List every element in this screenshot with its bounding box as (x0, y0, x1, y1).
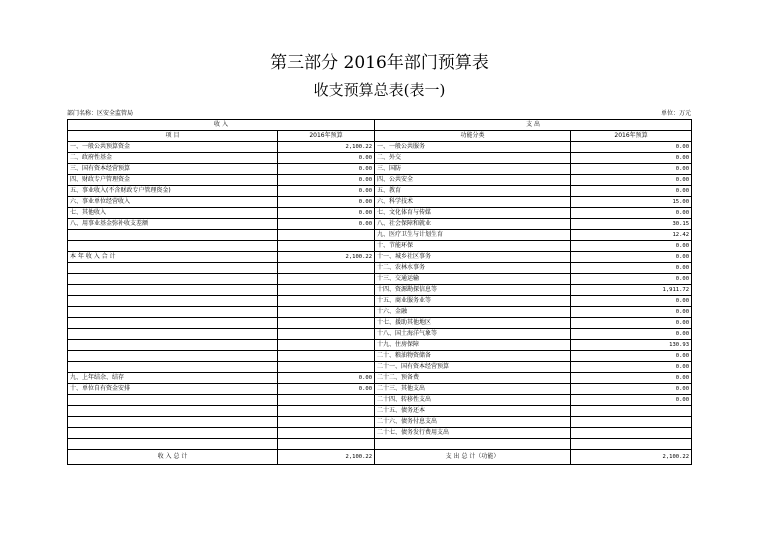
expense-budget-cell (571, 439, 692, 450)
expense-budget-cell: 0.00 (571, 307, 692, 318)
table-row (68, 395, 692, 406)
income-item-cell (68, 241, 278, 252)
unit-label: 单位：万元 (660, 110, 691, 117)
income-total-value: 2,100.22 (278, 450, 375, 465)
expense-header: 支 出 (375, 120, 692, 131)
income-budget-cell: 0.00 (278, 153, 375, 164)
income-item-cell (68, 230, 278, 241)
income-item-cell (68, 296, 278, 307)
expense-function-cell: 七、文化体育与传媒 (375, 208, 571, 219)
expense-function-cell: 二十七、债务发行费用支出 (375, 428, 571, 439)
expense-budget-cell: 0.00 (571, 263, 692, 274)
table-row (68, 439, 692, 450)
table-row (68, 153, 692, 164)
income-item-cell (68, 406, 278, 417)
income-budget-cell (278, 285, 375, 296)
income-item-cell (68, 285, 278, 296)
expense-budget-cell: 0.00 (571, 208, 692, 219)
expense-budget-cell: 0.00 (571, 241, 692, 252)
budget-summary-table (67, 119, 692, 465)
income-item-cell (68, 439, 278, 450)
income-budget-cell: 0.00 (278, 219, 375, 230)
expense-budget-cell (571, 417, 692, 428)
income-item-cell (68, 351, 278, 362)
expense-budget-cell: 12.42 (571, 230, 692, 241)
income-item-cell: 七、其他收入 (68, 208, 278, 219)
expense-function-cell: 十五、商业服务业等 (375, 296, 571, 307)
expense-budget-cell: 0.00 (571, 329, 692, 340)
expense-function-cell: 二十二、预备费 (375, 373, 571, 384)
table-row (68, 241, 692, 252)
function-header: 功能分类 (375, 131, 571, 142)
income-budget-cell: 0.00 (278, 208, 375, 219)
expense-total-value: 2,100.22 (571, 450, 692, 465)
expense-budget-cell: 0.00 (571, 362, 692, 373)
income-item-cell: 十、单位自有资金安排 (68, 384, 278, 395)
income-item-cell: 四、财政专户管理资金 (68, 175, 278, 186)
income-budget-cell: 2,100.22 (278, 252, 375, 263)
income-budget-cell (278, 274, 375, 285)
expense-function-cell: 二十四、转移性支出 (375, 395, 571, 406)
income-budget-cell (278, 340, 375, 351)
expense-function-cell: 十九、住房保障 (375, 340, 571, 351)
table-row (68, 186, 692, 197)
expense-function-cell (375, 439, 571, 450)
income-item-cell (68, 263, 278, 274)
income-budget-cell: 0.00 (278, 175, 375, 186)
income-item-cell (68, 340, 278, 351)
expense-budget-cell: 0.00 (571, 351, 692, 362)
expense-budget-cell (571, 406, 692, 417)
income-header: 收 入 (68, 120, 375, 131)
income-budget-cell: 2,100.22 (278, 142, 375, 153)
expense-function-cell: 十六、金融 (375, 307, 571, 318)
income-item-cell: 二、政府性基金 (68, 153, 278, 164)
income-budget-cell (278, 428, 375, 439)
table-row (68, 318, 692, 329)
income-item-cell: 五、事业收入(不含财政专户管理资金) (68, 186, 278, 197)
income-budget-cell (278, 230, 375, 241)
income-item-cell: 八、用事业基金弥补收支差额 (68, 219, 278, 230)
income-item-cell: 三、国有资本经营预算 (68, 164, 278, 175)
table-row (68, 252, 692, 263)
table-row (68, 384, 692, 395)
expense-budget-cell: 0.00 (571, 186, 692, 197)
expense-function-cell: 十四、资源勘探信息等 (375, 285, 571, 296)
expense-function-cell: 四、公共安全 (375, 175, 571, 186)
income-item-cell (68, 274, 278, 285)
income-budget-cell (278, 417, 375, 428)
table-row (68, 197, 692, 208)
income-item-cell (68, 329, 278, 340)
income-budget-cell (278, 241, 375, 252)
income-item-cell: 六、事业单位经营收入 (68, 197, 278, 208)
expense-function-cell: 六、科学技术 (375, 197, 571, 208)
income-budget-cell (278, 296, 375, 307)
table-row (68, 208, 692, 219)
table-row (68, 230, 692, 241)
expense-function-cell: 十一、城乡社区事务 (375, 252, 571, 263)
expense-budget-cell: 130.93 (571, 340, 692, 351)
expense-function-cell: 十、节能环保 (375, 241, 571, 252)
expense-budget-cell: 15.00 (571, 197, 692, 208)
income-budget-cell (278, 351, 375, 362)
table-row (68, 373, 692, 384)
income-item-cell (68, 307, 278, 318)
expense-function-cell: 二十五、债务还本 (375, 406, 571, 417)
table-row (68, 340, 692, 351)
income-budget-cell: 0.00 (278, 373, 375, 384)
table-row (68, 417, 692, 428)
income-item-cell: 一、一般公共预算资金 (68, 142, 278, 153)
table-row (68, 428, 692, 439)
expense-function-cell: 二、外交 (375, 153, 571, 164)
document-title: 第三部分 2016年部门预算表 (270, 53, 489, 73)
expense-budget-cell: 0.00 (571, 373, 692, 384)
expense-function-cell: 五、教育 (375, 186, 571, 197)
table-title: 收支预算总表(表一) (313, 81, 446, 99)
expense-function-cell: 二十六、债务付息支出 (375, 417, 571, 428)
budget-header: 2016年预算 (278, 131, 375, 142)
expense-budget-cell: 0.00 (571, 395, 692, 406)
income-budget-cell: 0.00 (278, 186, 375, 197)
expense-function-cell: 十八、国土海洋气象等 (375, 329, 571, 340)
income-budget-cell (278, 362, 375, 373)
expense-total-label: 支 出 总 计（功能） (375, 450, 571, 465)
income-item-cell (68, 362, 278, 373)
income-budget-cell: 0.00 (278, 197, 375, 208)
income-item-cell: 九、上年结余、结存 (68, 373, 278, 384)
expense-budget-cell (571, 428, 692, 439)
expense-budget-cell: 0.00 (571, 318, 692, 329)
table-row (68, 307, 692, 318)
income-budget-cell (278, 329, 375, 340)
income-item-cell (68, 417, 278, 428)
expense-budget-cell: 0.00 (571, 175, 692, 186)
table-row (68, 219, 692, 230)
table-row (68, 285, 692, 296)
expense-budget-cell: 0.00 (571, 274, 692, 285)
table-row (68, 329, 692, 340)
grand-total-row (68, 450, 692, 465)
income-budget-cell (278, 395, 375, 406)
income-budget-cell (278, 307, 375, 318)
table-row (68, 263, 692, 274)
expense-function-cell: 三、国防 (375, 164, 571, 175)
expense-budget-cell: 0.00 (571, 164, 692, 175)
expense-function-cell: 二十一、国有资本经营预算 (375, 362, 571, 373)
column-header-row (68, 131, 692, 142)
expense-budget-cell: 0.00 (571, 153, 692, 164)
expense-budget-cell: 1,911.72 (571, 285, 692, 296)
expense-budget-cell: 0.00 (571, 142, 692, 153)
income-total-label: 收 入 总 计 (68, 450, 278, 465)
table-row (68, 351, 692, 362)
expense-budget-cell: 30.15 (571, 219, 692, 230)
table-row (68, 362, 692, 373)
income-item-cell (68, 395, 278, 406)
table-row (68, 406, 692, 417)
income-budget-cell (278, 263, 375, 274)
expense-function-cell: 十七、援助其他地区 (375, 318, 571, 329)
income-budget-cell: 0.00 (278, 384, 375, 395)
expense-function-cell: 一、一般公共服务 (375, 142, 571, 153)
expense-function-cell: 二十三、其他支出 (375, 384, 571, 395)
expense-budget-cell: 0.00 (571, 296, 692, 307)
expense-function-cell: 二十、粮油物资储备 (375, 351, 571, 362)
expense-function-cell: 八、社会保障和就业 (375, 219, 571, 230)
budget-header-2: 2016年预算 (571, 131, 692, 142)
income-budget-cell (278, 439, 375, 450)
expense-function-cell: 十二、农林水事务 (375, 263, 571, 274)
department-name: 部门名称：区安全监管局 (67, 110, 134, 117)
table-row (68, 164, 692, 175)
income-item-cell: 本 年 收 入 合 计 (68, 252, 278, 263)
income-item-cell (68, 428, 278, 439)
table-row (68, 175, 692, 186)
expense-function-cell: 九、医疗卫生与计划生育 (375, 230, 571, 241)
income-budget-cell (278, 318, 375, 329)
table-row (68, 274, 692, 285)
expense-budget-cell: 0.00 (571, 252, 692, 263)
table-row (68, 296, 692, 307)
income-budget-cell (278, 406, 375, 417)
expense-function-cell: 十三、交通运输 (375, 274, 571, 285)
income-budget-cell: 0.00 (278, 164, 375, 175)
section-header-row (68, 120, 692, 131)
item-header: 项 目 (68, 131, 278, 142)
expense-budget-cell: 0.00 (571, 384, 692, 395)
income-item-cell (68, 318, 278, 329)
table-row (68, 142, 692, 153)
